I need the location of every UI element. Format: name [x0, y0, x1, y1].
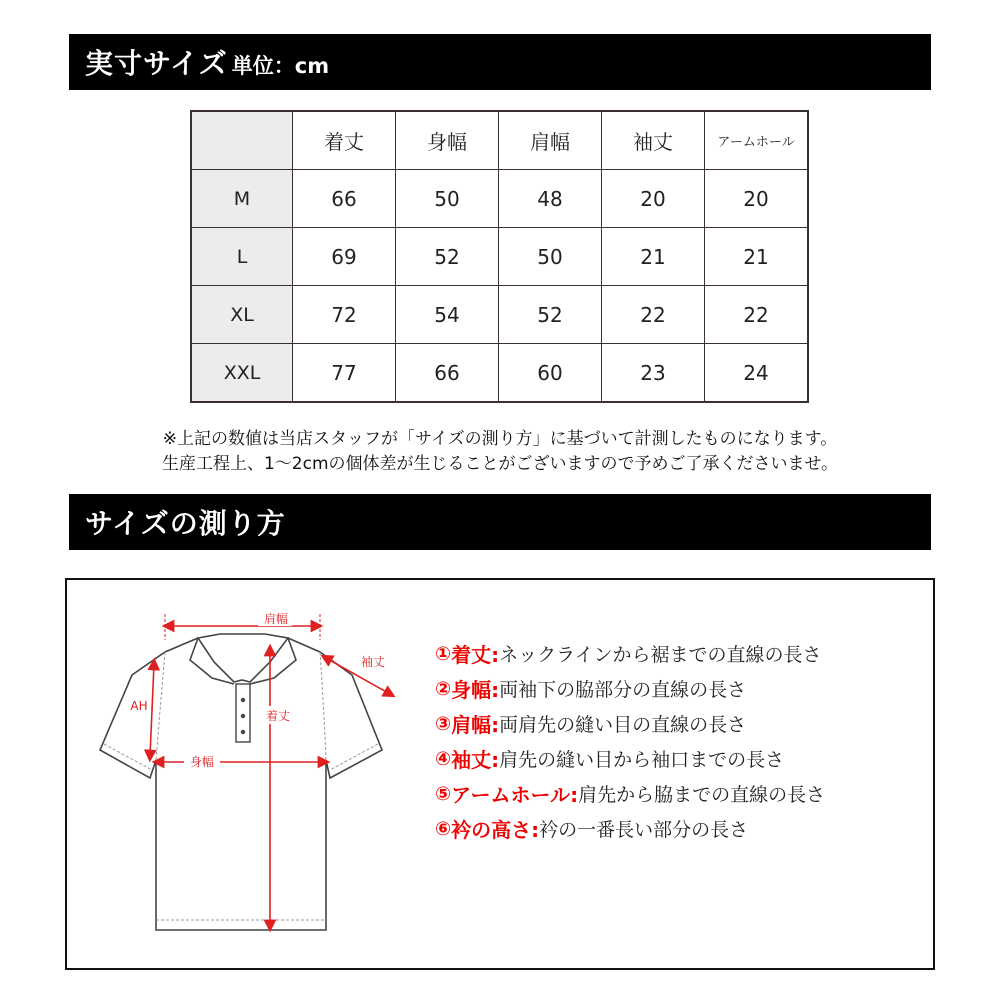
- legend-description: 衿の一番長い部分の長さ: [539, 819, 749, 841]
- table-cell: 77: [293, 344, 396, 403]
- shoulder-width-label: 肩幅: [263, 612, 289, 626]
- table-cell: 21: [602, 228, 705, 286]
- shirt-outline: [100, 638, 382, 930]
- legend-item: [435, 811, 825, 846]
- row-header: XL: [191, 286, 293, 344]
- table-cell: 22: [705, 286, 809, 344]
- legend-item: [435, 776, 825, 811]
- legend-description: 肩先の縫い目から袖口までの長さ: [499, 749, 785, 771]
- table-cell: 52: [499, 286, 602, 344]
- table-cell: 54: [396, 286, 499, 344]
- table-header-row: [191, 111, 808, 170]
- legend-number: ④: [435, 747, 452, 770]
- table-cell: 24: [705, 344, 809, 403]
- table-row: [191, 344, 808, 403]
- column-header: 肩幅: [499, 111, 602, 170]
- armhole-arrow: [150, 664, 154, 756]
- table-cell: 69: [293, 228, 396, 286]
- table-cell: 50: [499, 228, 602, 286]
- row-header: M: [191, 170, 293, 228]
- legend-key: アームホール:: [451, 783, 579, 807]
- legend-item: [435, 671, 825, 706]
- legend-item: [435, 636, 825, 671]
- legend-description: ネックラインから裾までの直線の長さ: [499, 644, 822, 666]
- measurement-legend: [435, 636, 825, 846]
- table-cell: 60: [499, 344, 602, 403]
- legend-key: 袖丈:: [451, 748, 500, 772]
- legend-number: ⑥: [435, 817, 452, 840]
- column-header: アームホール: [705, 111, 809, 170]
- table-cell: 48: [499, 170, 602, 228]
- table-row: [191, 170, 808, 228]
- measure-section-header: [69, 494, 931, 550]
- measurement-note: ※上記の数値は当店スタッフが「サイズの測り方」に基づいて計測したものになります。: [162, 429, 838, 449]
- row-header: L: [191, 228, 293, 286]
- legend-key: 着丈:: [451, 643, 500, 667]
- measure-section-title: サイズの測り方: [85, 507, 286, 540]
- legend-key: 衿の高さ:: [451, 818, 540, 842]
- legend-key: 身幅:: [451, 678, 500, 702]
- legend-description: 肩先から脇までの直線の長さ: [578, 784, 826, 806]
- table-cell: 21: [705, 228, 809, 286]
- variance-note: 生産工程上、1〜2cmの個体差が生じることがございますので予めご了承くださいませ。: [161, 454, 839, 474]
- armhole-label: AH: [130, 699, 148, 713]
- table-cell: 20: [602, 170, 705, 228]
- column-header: 身幅: [396, 111, 499, 170]
- body-width-label: 身幅: [189, 755, 215, 769]
- table-cell: 22: [602, 286, 705, 344]
- table-cell: 20: [705, 170, 809, 228]
- table-cell: 72: [293, 286, 396, 344]
- table-cell: 50: [396, 170, 499, 228]
- legend-description: 両肩先の縫い目の直線の長さ: [499, 714, 747, 736]
- size-table: [190, 110, 809, 403]
- table-cell: 66: [293, 170, 396, 228]
- table-cell: 52: [396, 228, 499, 286]
- body-length-label: 着丈: [265, 709, 291, 723]
- row-header: XXL: [191, 344, 293, 403]
- sleeve-length-label: 袖丈: [360, 655, 386, 669]
- size-section-title: 実寸サイズ: [85, 47, 228, 80]
- table-corner-cell: [191, 111, 293, 170]
- polo-shirt-diagram: [90, 600, 410, 940]
- legend-key: 肩幅:: [451, 713, 500, 737]
- column-header: 袖丈: [602, 111, 705, 170]
- table-cell: 23: [602, 344, 705, 403]
- table-row: [191, 228, 808, 286]
- legend-description: 両袖下の脇部分の直線の長さ: [499, 679, 747, 701]
- legend-number: ③: [435, 712, 452, 735]
- unit-label: 単位：cm: [231, 54, 330, 78]
- legend-number: ②: [435, 677, 452, 700]
- legend-number: ①: [435, 642, 452, 665]
- legend-number: ⑤: [435, 782, 452, 805]
- column-header: 着丈: [293, 111, 396, 170]
- table-row: [191, 286, 808, 344]
- size-section-header: [69, 34, 931, 90]
- table-cell: 66: [396, 344, 499, 403]
- legend-item: [435, 741, 825, 776]
- collar-outline: [198, 634, 288, 682]
- legend-item: [435, 706, 825, 741]
